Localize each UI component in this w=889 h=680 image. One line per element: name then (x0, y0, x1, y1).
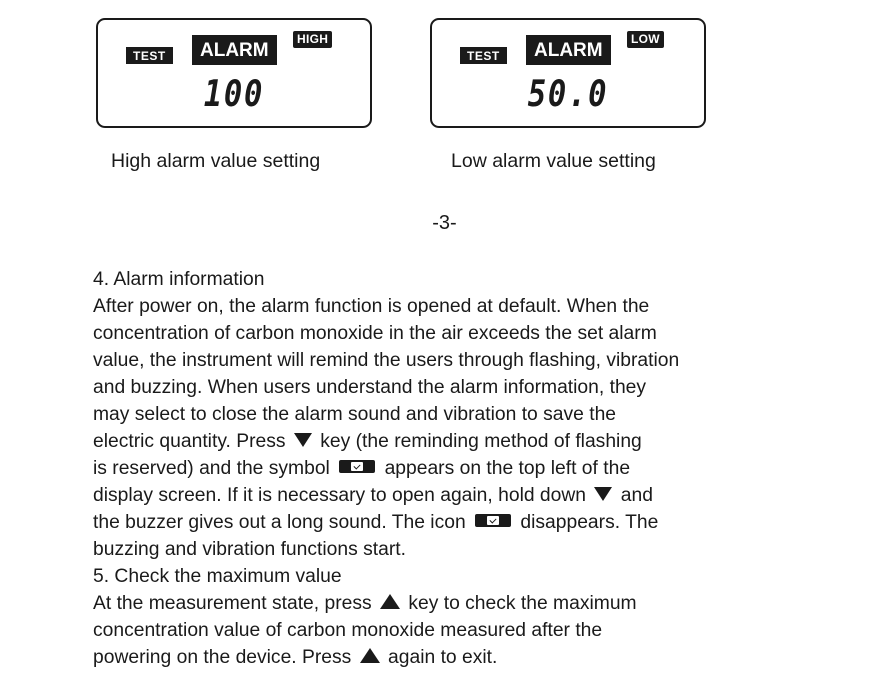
paragraph-line: buzzing and vibration functions start. (93, 539, 406, 560)
paragraph-line: concentration of carbon monoxide in the air exceeds the set alarm (93, 323, 657, 344)
text-fragment: is reserved) and the symbol (93, 458, 330, 479)
text-fragment: At the measurement state, press (93, 593, 372, 614)
paragraph-line (93, 428, 783, 455)
paragraph-line (93, 644, 783, 671)
high-alarm-display (96, 18, 372, 128)
high-alarm-caption: High alarm value setting (111, 150, 321, 172)
text-fragment: display screen. If it is necessary to open again, hold down (93, 485, 587, 506)
text-fragment: key to check the maximum (408, 593, 637, 614)
paragraph-line: and buzzing. When users understand the alarm information, they (93, 377, 647, 398)
text-fragment: and (620, 485, 653, 506)
test-label: TEST (126, 47, 173, 64)
paragraph-line (93, 482, 783, 509)
alarm-label: ALARM (192, 35, 277, 65)
paragraph-line: After power on, the alarm function is opened at default. When the (93, 296, 650, 317)
test-label: TEST (460, 47, 507, 64)
alarm-label: ALARM (526, 35, 611, 65)
alarm-value-readout: 50.0 (527, 74, 609, 115)
paragraph-line (93, 455, 783, 482)
mute-symbol-icon (339, 460, 375, 473)
paragraph-line: value, the instrument will remind the users through flashing, vibration (93, 350, 680, 371)
text-fragment: appears on the top left of the (384, 458, 631, 479)
text-fragment: again to exit. (388, 647, 498, 668)
high-label: HIGH (293, 31, 332, 48)
up-triangle-icon (380, 594, 400, 609)
paragraph-line: concentration value of carbon monoxide measured after the (93, 620, 603, 641)
low-label: LOW (627, 31, 664, 48)
low-alarm-caption: Low alarm value setting (451, 150, 656, 172)
alarm-value-readout: 100 (203, 74, 265, 115)
section-heading: 5. Check the maximum value (93, 566, 342, 587)
paragraph-line (93, 590, 783, 617)
text-fragment: key (the reminding method of flashing (320, 431, 642, 452)
text-fragment: disappears. The (520, 512, 659, 533)
down-triangle-icon (594, 487, 612, 501)
manual-text (93, 266, 783, 671)
text-fragment: powering on the device. Press (93, 647, 352, 668)
down-triangle-icon (294, 433, 312, 447)
paragraph-line (93, 509, 783, 536)
section-heading: 4. Alarm information (93, 269, 265, 290)
up-triangle-icon (360, 648, 380, 663)
low-alarm-display (430, 18, 706, 128)
text-fragment: the buzzer gives out a long sound. The icon (93, 512, 466, 533)
page-number: -3- (432, 212, 457, 234)
text-fragment: electric quantity. Press (93, 431, 286, 452)
mute-symbol-icon (475, 514, 511, 527)
paragraph-line: may select to close the alarm sound and vibration to save the (93, 404, 617, 425)
